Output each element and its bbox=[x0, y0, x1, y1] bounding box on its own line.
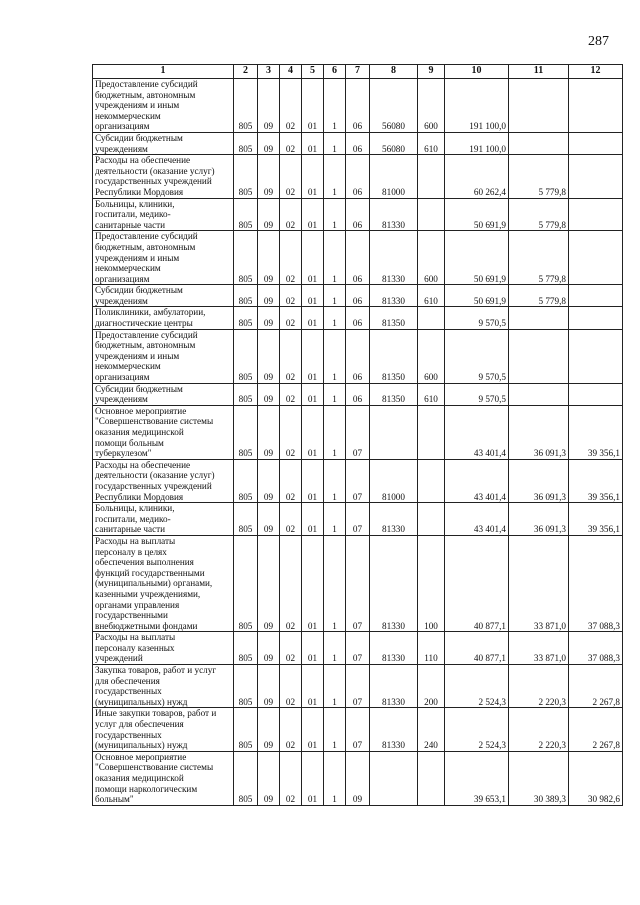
cell-c2: 805 bbox=[234, 383, 258, 405]
cell-c9: 610 bbox=[418, 132, 445, 154]
cell-c3: 09 bbox=[258, 329, 280, 383]
row-name-cell: Поликлиники, амбулатории, диагностические центры bbox=[93, 307, 234, 329]
cell-c10: 9 570,5 bbox=[445, 307, 509, 329]
cell-c12: 39 356,1 bbox=[569, 405, 623, 459]
table-row bbox=[93, 307, 623, 329]
cell-c10: 191 100,0 bbox=[445, 132, 509, 154]
table-row bbox=[93, 155, 623, 198]
cell-c7: 06 bbox=[346, 329, 370, 383]
cell-c9: 110 bbox=[418, 632, 445, 665]
cell-c5: 01 bbox=[302, 665, 324, 708]
cell-c11: 2 220,3 bbox=[509, 665, 569, 708]
cell-c12: 39 356,1 bbox=[569, 503, 623, 536]
cell-c5: 01 bbox=[302, 198, 324, 231]
cell-c10: 50 691,9 bbox=[445, 285, 509, 307]
cell-c3: 09 bbox=[258, 405, 280, 459]
row-name-cell: Основное мероприятие "Совершенствование системы оказания медицинской помощи наркологическим больным" bbox=[93, 751, 234, 805]
cell-c5: 01 bbox=[302, 708, 324, 751]
table-row bbox=[93, 459, 623, 502]
cell-c4: 02 bbox=[280, 155, 302, 198]
cell-c3: 09 bbox=[258, 751, 280, 805]
cell-c2: 805 bbox=[234, 307, 258, 329]
cell-c11: 30 389,3 bbox=[509, 751, 569, 805]
cell-c3: 09 bbox=[258, 535, 280, 631]
cell-c9: 240 bbox=[418, 708, 445, 751]
cell-c2: 805 bbox=[234, 535, 258, 631]
cell-c6: 1 bbox=[324, 79, 346, 133]
cell-c4: 02 bbox=[280, 231, 302, 285]
cell-c5: 01 bbox=[302, 307, 324, 329]
cell-c3: 09 bbox=[258, 665, 280, 708]
cell-c4: 02 bbox=[280, 383, 302, 405]
cell-c12: 30 982,6 bbox=[569, 751, 623, 805]
table-row bbox=[93, 383, 623, 405]
cell-c12 bbox=[569, 132, 623, 154]
cell-c11: 36 091,3 bbox=[509, 503, 569, 536]
cell-c12: 2 267,8 bbox=[569, 708, 623, 751]
cell-c5: 01 bbox=[302, 632, 324, 665]
cell-c10: 2 524,3 bbox=[445, 665, 509, 708]
cell-c10: 43 401,4 bbox=[445, 405, 509, 459]
cell-c5: 01 bbox=[302, 329, 324, 383]
table-row bbox=[93, 503, 623, 536]
cell-c6: 1 bbox=[324, 132, 346, 154]
cell-c7: 06 bbox=[346, 155, 370, 198]
cell-c4: 02 bbox=[280, 285, 302, 307]
cell-c9 bbox=[418, 405, 445, 459]
cell-c5: 01 bbox=[302, 405, 324, 459]
table-row bbox=[93, 231, 623, 285]
cell-c4: 02 bbox=[280, 751, 302, 805]
cell-c12 bbox=[569, 198, 623, 231]
cell-c12: 37 088,3 bbox=[569, 535, 623, 631]
cell-c5: 01 bbox=[302, 383, 324, 405]
cell-c9 bbox=[418, 307, 445, 329]
page-number: 287 bbox=[588, 34, 609, 49]
cell-c11 bbox=[509, 79, 569, 133]
cell-c7: 06 bbox=[346, 383, 370, 405]
cell-c4: 02 bbox=[280, 405, 302, 459]
cell-c8: 81330 bbox=[370, 632, 418, 665]
cell-c8: 81000 bbox=[370, 459, 418, 502]
cell-c9 bbox=[418, 198, 445, 231]
cell-c4: 02 bbox=[280, 329, 302, 383]
cell-c2: 805 bbox=[234, 79, 258, 133]
row-name-cell: Субсидии бюджетным учреждениям bbox=[93, 383, 234, 405]
cell-c2: 805 bbox=[234, 459, 258, 502]
cell-c6: 1 bbox=[324, 632, 346, 665]
cell-c8: 81330 bbox=[370, 231, 418, 285]
cell-c8 bbox=[370, 405, 418, 459]
cell-c12 bbox=[569, 307, 623, 329]
column-header: 2 bbox=[234, 65, 258, 79]
cell-c2: 805 bbox=[234, 155, 258, 198]
cell-c3: 09 bbox=[258, 155, 280, 198]
cell-c3: 09 bbox=[258, 231, 280, 285]
cell-c11 bbox=[509, 329, 569, 383]
table-header-row bbox=[93, 65, 623, 79]
table-row bbox=[93, 79, 623, 133]
cell-c7: 07 bbox=[346, 459, 370, 502]
cell-c10: 40 877,1 bbox=[445, 632, 509, 665]
column-header: 1 bbox=[93, 65, 234, 79]
cell-c10: 50 691,9 bbox=[445, 198, 509, 231]
row-name-cell: Закупка товаров, работ и услуг для обеспечения государственных (муниципальных) нужд bbox=[93, 665, 234, 708]
cell-c9: 600 bbox=[418, 79, 445, 133]
row-name-cell: Расходы на выплаты персоналу казенных учреждений bbox=[93, 632, 234, 665]
cell-c2: 805 bbox=[234, 198, 258, 231]
column-header: 7 bbox=[346, 65, 370, 79]
cell-c8: 81330 bbox=[370, 198, 418, 231]
cell-c7: 07 bbox=[346, 405, 370, 459]
row-name-cell: Предоставление субсидий бюджетным, автономным учреждениям и иным некоммерческим организациям bbox=[93, 329, 234, 383]
cell-c12 bbox=[569, 329, 623, 383]
row-name-cell: Иные закупки товаров, работ и услуг для обеспечения государственных (муниципальных) нужд bbox=[93, 708, 234, 751]
cell-c10: 60 262,4 bbox=[445, 155, 509, 198]
cell-c9 bbox=[418, 503, 445, 536]
row-name-cell: Больницы, клиники, госпитали, медико- санитарные части bbox=[93, 503, 234, 536]
cell-c11: 33 871,0 bbox=[509, 535, 569, 631]
cell-c6: 1 bbox=[324, 383, 346, 405]
table-row bbox=[93, 632, 623, 665]
cell-c4: 02 bbox=[280, 459, 302, 502]
cell-c12 bbox=[569, 79, 623, 133]
cell-c8 bbox=[370, 751, 418, 805]
cell-c8: 56080 bbox=[370, 79, 418, 133]
column-header: 9 bbox=[418, 65, 445, 79]
column-header: 12 bbox=[569, 65, 623, 79]
cell-c7: 06 bbox=[346, 231, 370, 285]
cell-c10: 2 524,3 bbox=[445, 708, 509, 751]
cell-c12 bbox=[569, 285, 623, 307]
row-name-cell: Больницы, клиники, госпитали, медико- санитарные части bbox=[93, 198, 234, 231]
row-name-cell: Расходы на обеспечение деятельности (оказание услуг) государственных учреждений Республики Мордовия bbox=[93, 459, 234, 502]
cell-c6: 1 bbox=[324, 155, 346, 198]
cell-c12 bbox=[569, 383, 623, 405]
cell-c4: 02 bbox=[280, 632, 302, 665]
cell-c2: 805 bbox=[234, 285, 258, 307]
cell-c3: 09 bbox=[258, 708, 280, 751]
cell-c9: 610 bbox=[418, 285, 445, 307]
cell-c10: 43 401,4 bbox=[445, 459, 509, 502]
cell-c9: 200 bbox=[418, 665, 445, 708]
cell-c12: 39 356,1 bbox=[569, 459, 623, 502]
cell-c9 bbox=[418, 155, 445, 198]
column-header: 11 bbox=[509, 65, 569, 79]
cell-c10: 40 877,1 bbox=[445, 535, 509, 631]
cell-c6: 1 bbox=[324, 503, 346, 536]
cell-c6: 1 bbox=[324, 231, 346, 285]
cell-c12 bbox=[569, 155, 623, 198]
cell-c2: 805 bbox=[234, 632, 258, 665]
cell-c4: 02 bbox=[280, 132, 302, 154]
cell-c11: 5 779,8 bbox=[509, 155, 569, 198]
cell-c11 bbox=[509, 132, 569, 154]
cell-c8: 56080 bbox=[370, 132, 418, 154]
cell-c5: 01 bbox=[302, 285, 324, 307]
column-header: 6 bbox=[324, 65, 346, 79]
table-row bbox=[93, 405, 623, 459]
cell-c7: 07 bbox=[346, 665, 370, 708]
cell-c6: 1 bbox=[324, 751, 346, 805]
cell-c4: 02 bbox=[280, 535, 302, 631]
cell-c2: 805 bbox=[234, 503, 258, 536]
cell-c2: 805 bbox=[234, 405, 258, 459]
table-row bbox=[93, 329, 623, 383]
cell-c3: 09 bbox=[258, 503, 280, 536]
cell-c4: 02 bbox=[280, 665, 302, 708]
row-name-cell: Субсидии бюджетным учреждениям bbox=[93, 132, 234, 154]
table-row bbox=[93, 708, 623, 751]
cell-c7: 07 bbox=[346, 708, 370, 751]
cell-c9: 600 bbox=[418, 231, 445, 285]
row-name-cell: Расходы на выплаты персоналу в целях обеспечения выполнения функций государственными (муниципальными) органами, казенными учреждениями, органами управления государственными внебюджетными фондами bbox=[93, 535, 234, 631]
cell-c8: 81330 bbox=[370, 503, 418, 536]
cell-c8: 81330 bbox=[370, 665, 418, 708]
cell-c11: 5 779,8 bbox=[509, 285, 569, 307]
cell-c5: 01 bbox=[302, 503, 324, 536]
cell-c10: 50 691,9 bbox=[445, 231, 509, 285]
table-row bbox=[93, 132, 623, 154]
cell-c5: 01 bbox=[302, 751, 324, 805]
cell-c7: 06 bbox=[346, 285, 370, 307]
cell-c12: 37 088,3 bbox=[569, 632, 623, 665]
row-name-cell: Субсидии бюджетным учреждениям bbox=[93, 285, 234, 307]
cell-c10: 191 100,0 bbox=[445, 79, 509, 133]
table-row bbox=[93, 285, 623, 307]
cell-c3: 09 bbox=[258, 632, 280, 665]
cell-c3: 09 bbox=[258, 198, 280, 231]
cell-c2: 805 bbox=[234, 231, 258, 285]
row-name-cell: Предоставление субсидий бюджетным, автономным учреждениям и иным некоммерческим организациям bbox=[93, 231, 234, 285]
cell-c5: 01 bbox=[302, 535, 324, 631]
cell-c8: 81330 bbox=[370, 285, 418, 307]
cell-c2: 805 bbox=[234, 708, 258, 751]
column-header: 4 bbox=[280, 65, 302, 79]
cell-c4: 02 bbox=[280, 708, 302, 751]
cell-c3: 09 bbox=[258, 383, 280, 405]
row-name-cell: Предоставление субсидий бюджетным, автономным учреждениям и иным некоммерческим организациям bbox=[93, 79, 234, 133]
cell-c11: 2 220,3 bbox=[509, 708, 569, 751]
cell-c4: 02 bbox=[280, 307, 302, 329]
cell-c3: 09 bbox=[258, 285, 280, 307]
cell-c10: 39 653,1 bbox=[445, 751, 509, 805]
cell-c4: 02 bbox=[280, 503, 302, 536]
cell-c2: 805 bbox=[234, 132, 258, 154]
cell-c4: 02 bbox=[280, 79, 302, 133]
cell-c9 bbox=[418, 459, 445, 502]
budget-table bbox=[92, 64, 623, 806]
column-header: 8 bbox=[370, 65, 418, 79]
column-header: 5 bbox=[302, 65, 324, 79]
cell-c12: 2 267,8 bbox=[569, 665, 623, 708]
cell-c11 bbox=[509, 307, 569, 329]
row-name-cell: Основное мероприятие "Совершенствование системы оказания медицинской помощи больным туберкулезом" bbox=[93, 405, 234, 459]
cell-c11: 5 779,8 bbox=[509, 198, 569, 231]
table-row bbox=[93, 665, 623, 708]
cell-c11: 36 091,3 bbox=[509, 405, 569, 459]
cell-c8: 81000 bbox=[370, 155, 418, 198]
cell-c7: 07 bbox=[346, 503, 370, 536]
cell-c5: 01 bbox=[302, 132, 324, 154]
cell-c5: 01 bbox=[302, 231, 324, 285]
cell-c11: 33 871,0 bbox=[509, 632, 569, 665]
cell-c3: 09 bbox=[258, 79, 280, 133]
cell-c7: 07 bbox=[346, 632, 370, 665]
cell-c7: 06 bbox=[346, 132, 370, 154]
row-name-cell: Расходы на обеспечение деятельности (оказание услуг) государственных учреждений Республики Мордовия bbox=[93, 155, 234, 198]
cell-c8: 81350 bbox=[370, 307, 418, 329]
cell-c8: 81350 bbox=[370, 383, 418, 405]
cell-c9: 100 bbox=[418, 535, 445, 631]
cell-c9: 610 bbox=[418, 383, 445, 405]
cell-c11 bbox=[509, 383, 569, 405]
cell-c2: 805 bbox=[234, 751, 258, 805]
table-row bbox=[93, 198, 623, 231]
cell-c7: 09 bbox=[346, 751, 370, 805]
cell-c6: 1 bbox=[324, 307, 346, 329]
column-header: 10 bbox=[445, 65, 509, 79]
cell-c11: 5 779,8 bbox=[509, 231, 569, 285]
cell-c6: 1 bbox=[324, 405, 346, 459]
cell-c9 bbox=[418, 751, 445, 805]
cell-c3: 09 bbox=[258, 459, 280, 502]
cell-c8: 81330 bbox=[370, 708, 418, 751]
table-row bbox=[93, 751, 623, 805]
cell-c6: 1 bbox=[324, 535, 346, 631]
cell-c7: 06 bbox=[346, 79, 370, 133]
cell-c6: 1 bbox=[324, 198, 346, 231]
cell-c5: 01 bbox=[302, 459, 324, 502]
cell-c8: 81330 bbox=[370, 535, 418, 631]
cell-c7: 06 bbox=[346, 198, 370, 231]
cell-c4: 02 bbox=[280, 198, 302, 231]
cell-c7: 06 bbox=[346, 307, 370, 329]
cell-c6: 1 bbox=[324, 665, 346, 708]
cell-c9: 600 bbox=[418, 329, 445, 383]
cell-c8: 81350 bbox=[370, 329, 418, 383]
cell-c10: 9 570,5 bbox=[445, 329, 509, 383]
cell-c12 bbox=[569, 231, 623, 285]
cell-c5: 01 bbox=[302, 79, 324, 133]
cell-c6: 1 bbox=[324, 459, 346, 502]
cell-c7: 07 bbox=[346, 535, 370, 631]
table-row bbox=[93, 535, 623, 631]
cell-c11: 36 091,3 bbox=[509, 459, 569, 502]
cell-c5: 01 bbox=[302, 155, 324, 198]
cell-c6: 1 bbox=[324, 285, 346, 307]
cell-c3: 09 bbox=[258, 132, 280, 154]
cell-c10: 9 570,5 bbox=[445, 383, 509, 405]
cell-c2: 805 bbox=[234, 665, 258, 708]
cell-c2: 805 bbox=[234, 329, 258, 383]
cell-c10: 43 401,4 bbox=[445, 503, 509, 536]
table-body bbox=[93, 79, 623, 806]
cell-c6: 1 bbox=[324, 329, 346, 383]
cell-c3: 09 bbox=[258, 307, 280, 329]
column-header: 3 bbox=[258, 65, 280, 79]
cell-c6: 1 bbox=[324, 708, 346, 751]
